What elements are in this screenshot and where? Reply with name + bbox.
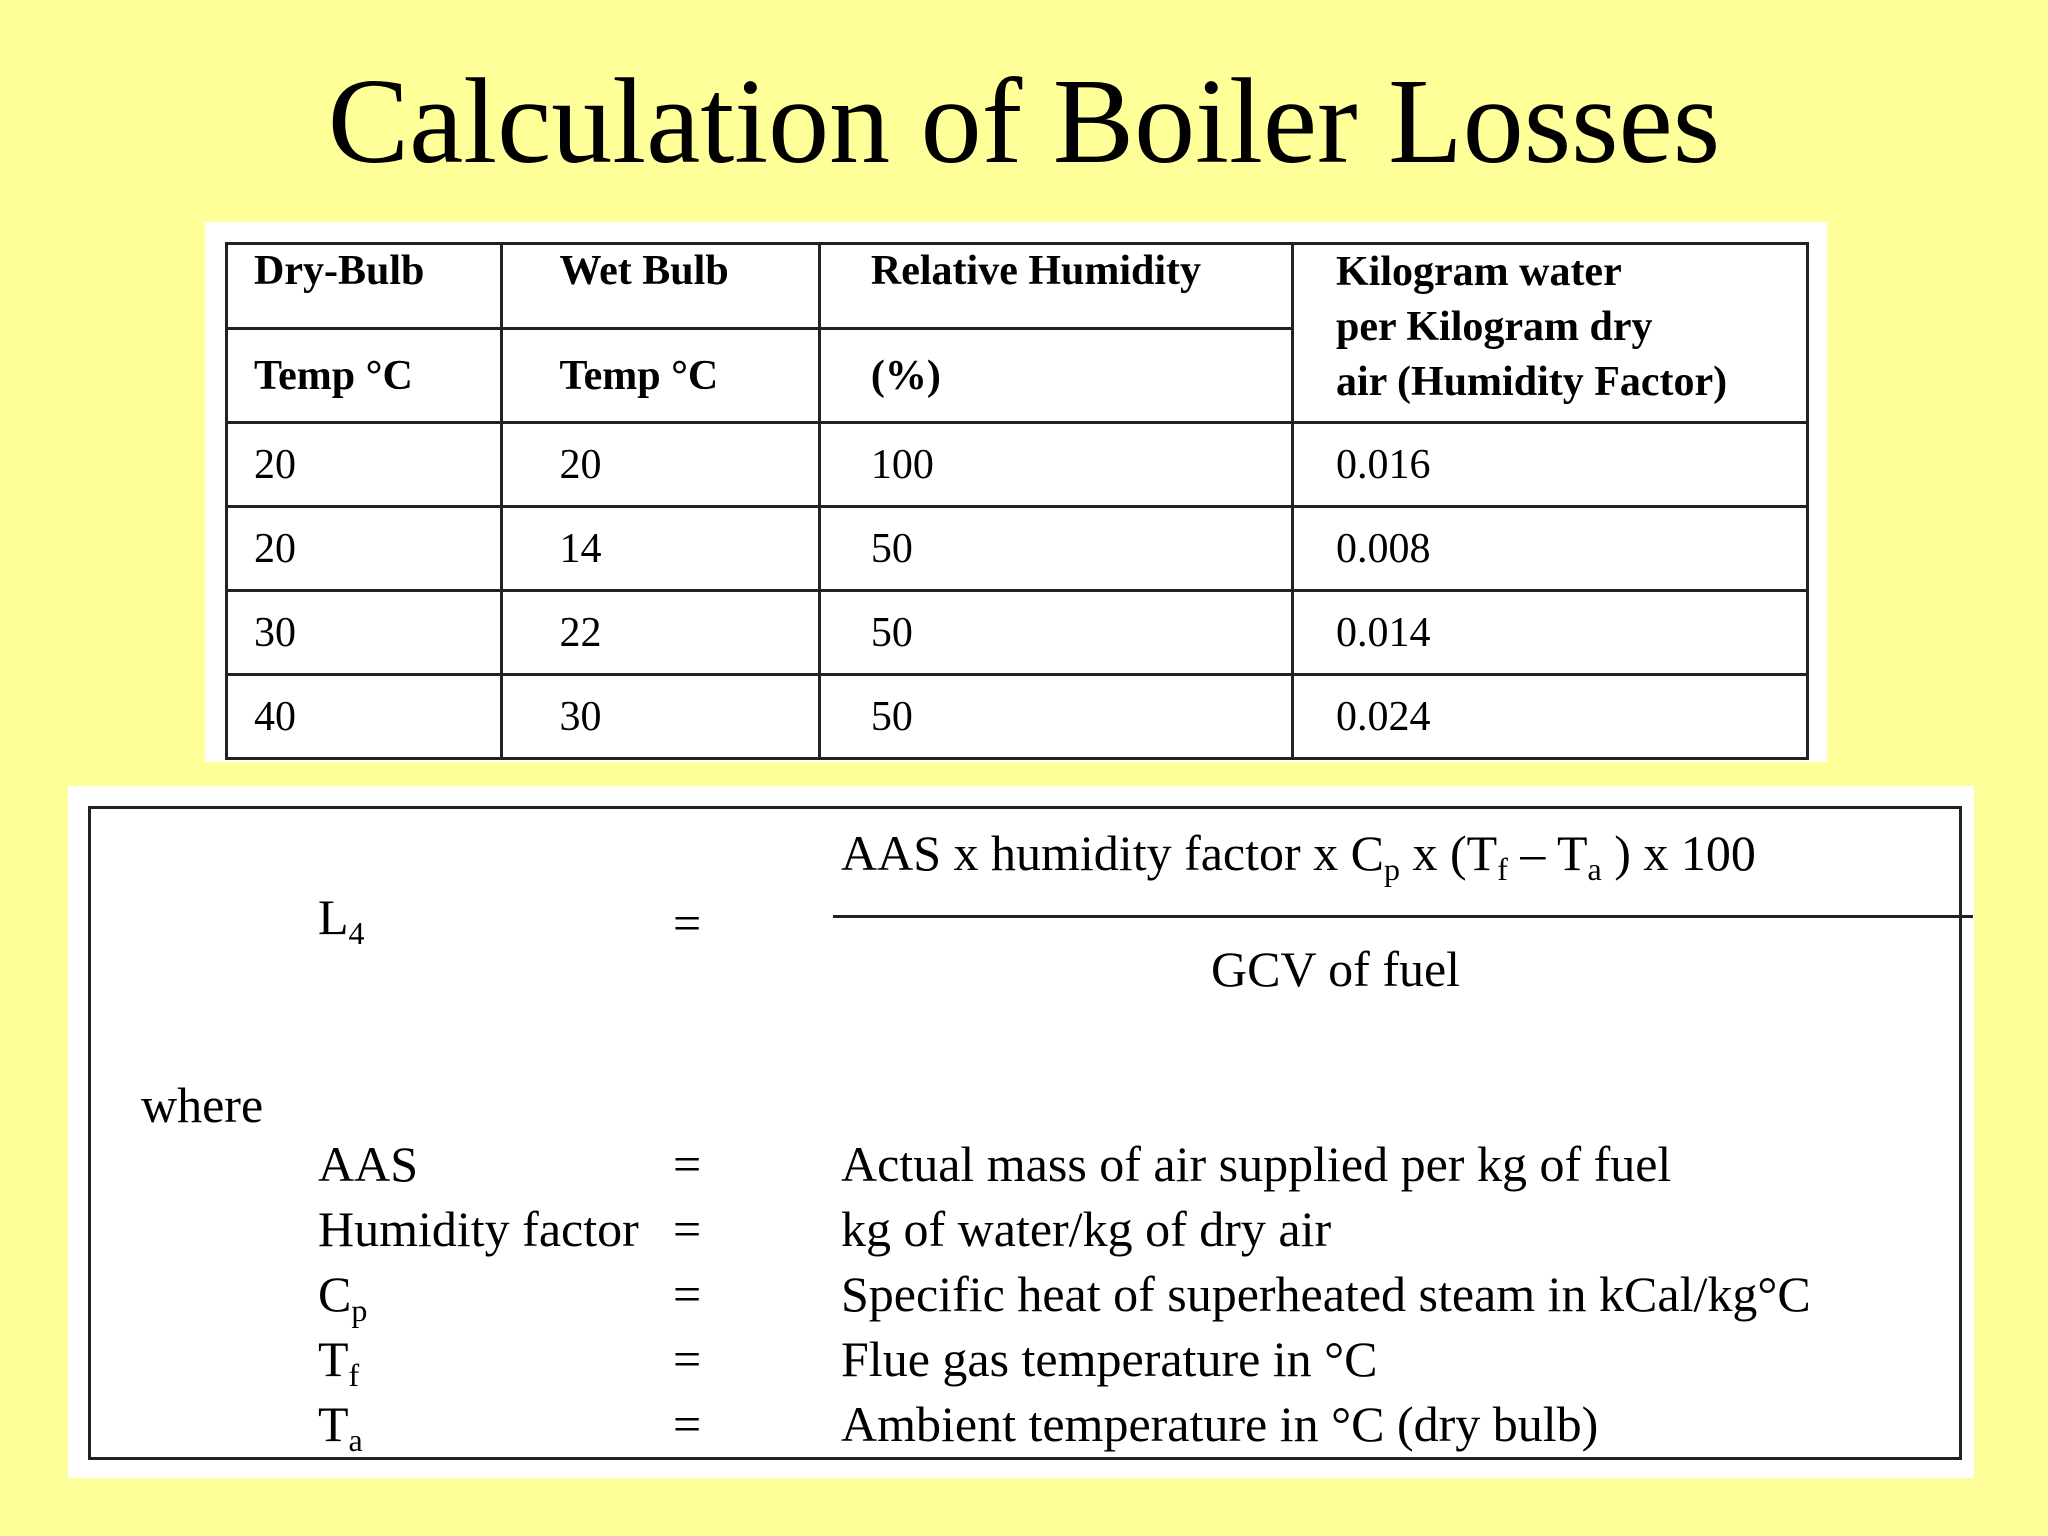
- definition-text: Ambient temperature in °C (dry bulb): [841, 1396, 1599, 1452]
- table-cell: 50: [819, 591, 1292, 675]
- definition-symbol: Humidity factor: [318, 1201, 639, 1257]
- slide-title: Calculation of Boiler Losses: [327, 54, 1721, 189]
- formula-lhs-symbol: L: [318, 889, 349, 945]
- formula-box: [88, 806, 1962, 1460]
- table-cell: 20: [227, 507, 502, 591]
- numerator-part: AAS x humidity factor x C: [841, 825, 1385, 881]
- table-row: [227, 423, 1808, 507]
- header-humidity-factor-line: Kilogram water: [1335, 249, 1622, 295]
- formula-denominator: GCV of fuel: [1211, 941, 1461, 997]
- header-relative-humidity-unit: (%): [819, 329, 1292, 423]
- definition-equals: =: [673, 1201, 702, 1257]
- table-row: [227, 675, 1808, 759]
- table-cell: 0.008: [1292, 507, 1807, 591]
- header-wet-bulb-unit: Temp °C: [502, 329, 819, 423]
- table-cell: 0.014: [1292, 591, 1807, 675]
- formula-lhs: [318, 887, 365, 951]
- formula-equals: =: [673, 895, 702, 951]
- table-cell: 40: [227, 675, 502, 759]
- where-label: where: [141, 1077, 264, 1133]
- formula-panel: [68, 786, 1974, 1478]
- numerator-subscript: p: [1384, 851, 1401, 887]
- numerator-subscript: f: [1497, 851, 1508, 887]
- table-row: [227, 507, 1808, 591]
- numerator-part: – T: [1507, 825, 1588, 881]
- table-cell: 20: [227, 423, 502, 507]
- definition-text: Specific heat of superheated steam in kCal/kg°C: [841, 1266, 1811, 1322]
- definition-text: kg of water/kg of dry air: [841, 1201, 1332, 1257]
- table-cell: 50: [819, 507, 1292, 591]
- formula-lhs-subscript: 4: [348, 915, 365, 951]
- header-wet-bulb: Wet Bulb: [502, 244, 819, 329]
- humidity-table: [225, 242, 1809, 760]
- definition-equals: =: [673, 1331, 702, 1387]
- header-humidity-factor-line: per Kilogram dry: [1335, 304, 1653, 350]
- definition-symbol: $T_a$: [318, 1396, 363, 1458]
- humidity-table-panel: [205, 222, 1827, 762]
- header-humidity-factor-line: air (Humidity Factor): [1335, 359, 1728, 405]
- table-cell: 22: [502, 591, 819, 675]
- header-humidity-factor: [1292, 244, 1807, 423]
- header-dry-bulb: Dry-Bulb: [227, 244, 502, 329]
- numerator-subscript: a: [1587, 851, 1602, 887]
- formula-numerator: [841, 823, 1756, 887]
- table-cell: 30: [502, 675, 819, 759]
- table-cell: 0.024: [1292, 675, 1807, 759]
- definition-symbol: $T_f$: [318, 1331, 360, 1393]
- definition-equals: =: [673, 1136, 702, 1192]
- definition-symbol: AAS: [318, 1136, 419, 1192]
- definition-equals: =: [673, 1266, 702, 1322]
- definition-equals: =: [673, 1396, 702, 1452]
- numerator-part: x (T: [1400, 825, 1498, 881]
- header-relative-humidity: Relative Humidity: [819, 244, 1292, 329]
- table-cell: 20: [502, 423, 819, 507]
- table-cell: 100: [819, 423, 1292, 507]
- table-cell: 14: [502, 507, 819, 591]
- table-cell: 50: [819, 675, 1292, 759]
- definition-text: Flue gas temperature in °C: [841, 1331, 1378, 1387]
- definition-symbol: $C_p$: [318, 1266, 368, 1328]
- numerator-part: ) x 100: [1601, 825, 1756, 881]
- table-row: [227, 591, 1808, 675]
- header-dry-bulb-unit: Temp °C: [227, 329, 502, 423]
- table-cell: 30: [227, 591, 502, 675]
- table-cell: 0.016: [1292, 423, 1807, 507]
- definition-text: Actual mass of air supplied per kg of fuel: [841, 1136, 1672, 1192]
- table-header-row: [227, 244, 1808, 329]
- fraction-line: [833, 915, 1973, 918]
